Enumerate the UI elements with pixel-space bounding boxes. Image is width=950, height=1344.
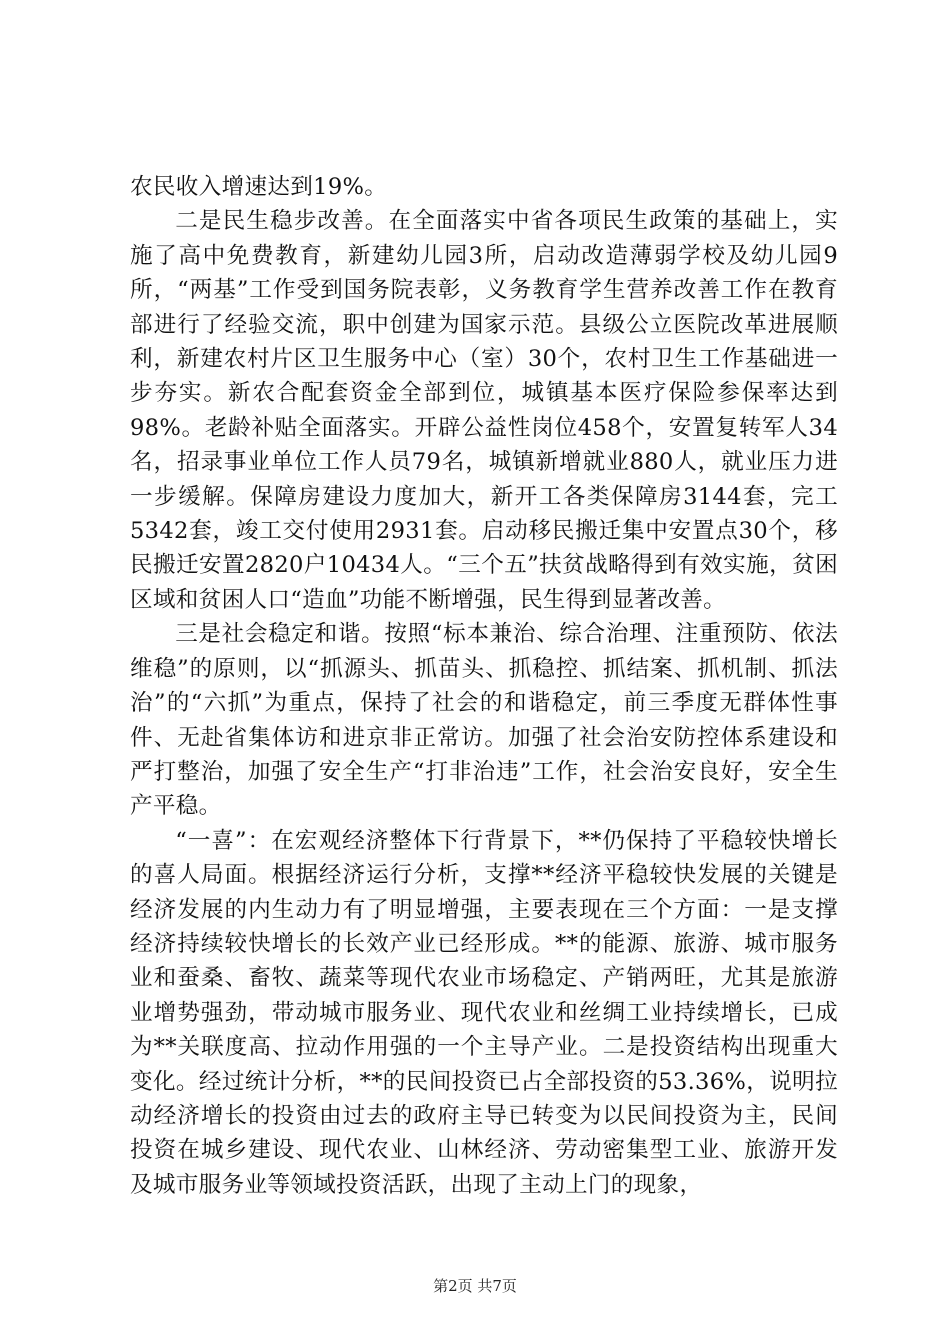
paragraph-social-stability: 三是社会稳定和谐。按照“标本兼治、综合治理、注重预防、依法维稳”的原则，以“抓源头、抓苗头、抓稳控、抓结案、抓机制、抓法治”的“六抓”为重点，保持了社会的和谐稳定，前三季度无群体性事件、无赴省集体访和进京非正常访。加强了社会治安防控体系建设和严打整治，加强了安全生产“打非治违”工作，社会治安良好，安全生产平稳。 [130, 621, 838, 820]
paragraph-income-growth: 农民收入增速达到19%。 [130, 174, 388, 200]
paragraph-economic-growth: “一喜”：在宏观经济整体下行背景下，**仍保持了平稳较快增长的喜人局面。根据经济运行分析，支撑**经济平稳较快发展的关键是经济发展的内生动力有了明显增强，主要表现在三个方面：一是支撑经济持续较快增长的长效产业已经形成。**的能源、旅游、城市服务业和蚕桑、畜牧、蔬菜等现代农业市场稳定、产销两旺，尤其是旅游业增势强劲，带动城市服务业、现代农业和丝绸工业持续增长，已成为**关联度高、拉动作用强的一个主导产业。二是投资结构出现重大变化。经过统计分析，**的民间投资已占全部投资的53.36%，说明拉动经济增长的投资由过去的政府主导已转变为以民间投资为主，民间投资在城乡建设、现代农业、山林经济、劳动密集型工业、旅游开发及城市服务业等领域投资活跃，出现了主动上门的现象， [130, 827, 838, 1198]
document-body [130, 170, 838, 1202]
page-footer: 第2页 共7页 [433, 1277, 517, 1295]
paragraph-livelihood: 二是民生稳步改善。在全面落实中省各项民生政策的基础上，实施了高中免费教育，新建幼儿园3所，启动改造薄弱学校及幼儿园9所，“两基”工作受到国务院表彰，义务教育学生营养改善工作在教育部进行了经验交流，职中创建为国家示范。县级公立医院改革进展顺利，新建农村片区卫生服务中心（室）30个，农村卫生工作基础进一步夯实。新农合配套资金全部到位，城镇基本医疗保险参保率达到98%。老龄补贴全面落实。开辟公益性岗位458个，安置复转军人34名，招录事业单位工作人员79名，城镇新增就业880人，就业压力进一步缓解。保障房建设力度加大，新开工各类保障房3144套，完工5342套，竣工交付使用2931套。启动移民搬迁集中安置点30个，移民搬迁安置2820户10434人。“三个五”扶贫战略得到有效实施，贫困区域和贫困人口“造血”功能不断增强，民生得到显著改善。 [130, 208, 838, 613]
